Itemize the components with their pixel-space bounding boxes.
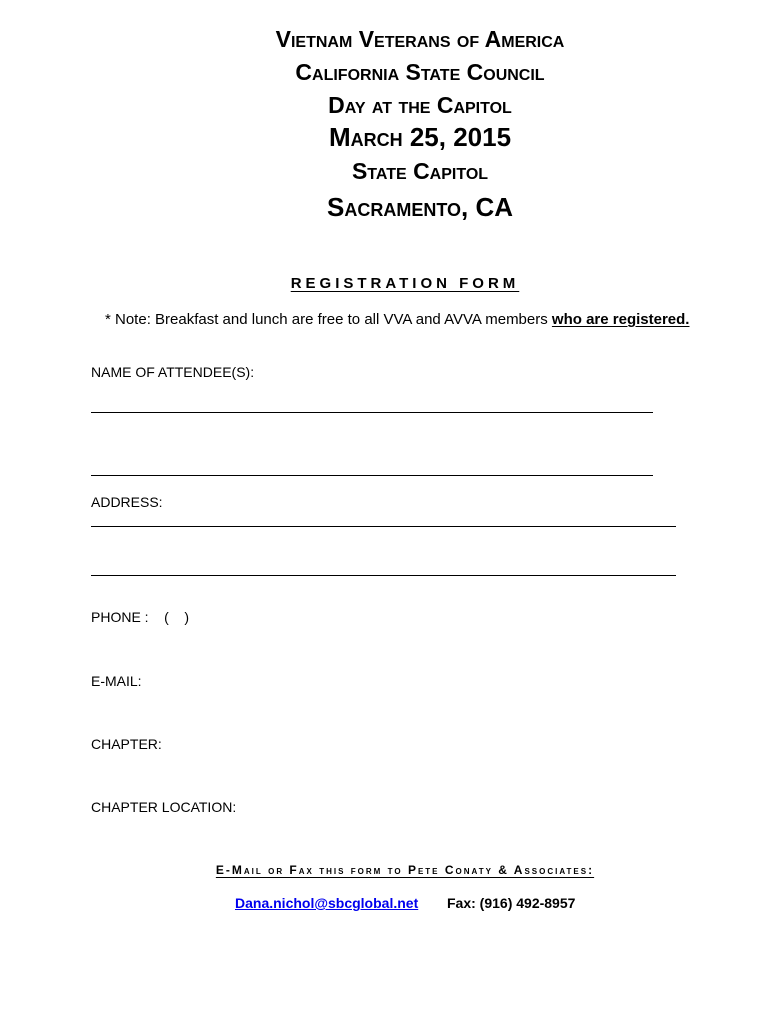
city: Sacramento, CA xyxy=(326,192,513,222)
address-line-2[interactable] xyxy=(91,575,676,576)
attendees-label: NAME OF ATTENDEE(S): xyxy=(91,364,255,380)
chapter-label: CHAPTER: xyxy=(91,736,162,752)
event-title: Day at the Capitol xyxy=(328,92,512,118)
meal-note-emphasis: who are registered. xyxy=(551,311,690,328)
contact-fax: Fax: (916) 492-8957 xyxy=(447,895,576,911)
org-title: Vietnam Veterans of America xyxy=(275,26,565,52)
council-title: California State Council xyxy=(295,59,545,85)
contact-email-link[interactable]: Dana.nichol@sbcglobal.net xyxy=(235,895,419,911)
address-label: ADDRESS: xyxy=(91,494,163,510)
event-date: March 25, 2015 xyxy=(328,122,512,152)
submit-instructions-text: E-Mail or Fax this form to Pete Conaty & Associates: xyxy=(215,863,595,877)
form-title xyxy=(0,275,770,292)
meal-note-text: * Note: Breakfast and lunch are free to all VVA and AVVA members xyxy=(105,311,552,328)
chapter-location-label: CHAPTER LOCATION: xyxy=(91,799,237,815)
venue: State Capitol xyxy=(351,158,489,184)
address-line-1[interactable] xyxy=(91,526,676,527)
phone-label: PHONE : ( ) xyxy=(91,609,190,625)
attendees-line-1[interactable] xyxy=(91,412,653,413)
submit-instructions xyxy=(0,863,770,877)
attendees-line-2[interactable] xyxy=(91,475,653,476)
form-title-text: REGISTRATION FORM xyxy=(290,275,520,292)
email-label: E-MAIL: xyxy=(91,673,142,689)
meal-note xyxy=(105,311,689,328)
